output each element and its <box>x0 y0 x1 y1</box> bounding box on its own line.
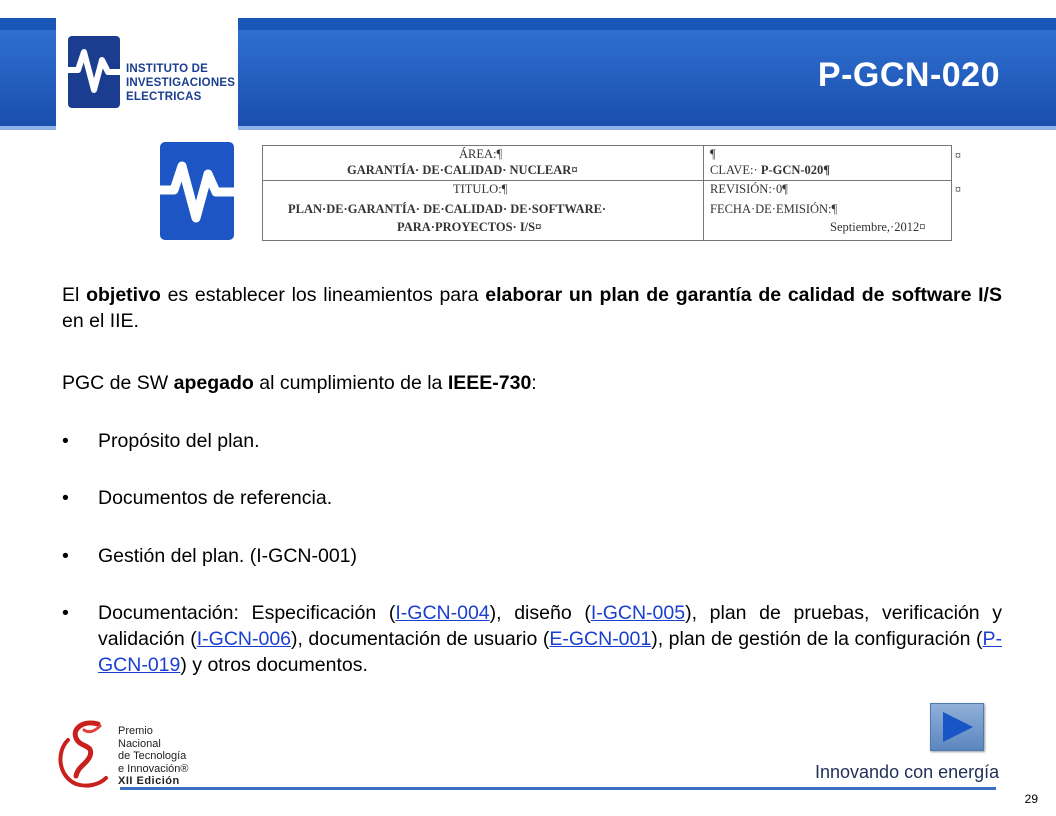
list-item-text: Gestión del plan. (I-GCN-001) <box>98 545 358 567</box>
text-run: ), plan de pruebas, verificación y validación ( <box>98 602 1002 650</box>
list-item-text: Propósito del plan. <box>98 430 260 452</box>
bold-run: objetivo <box>86 284 161 306</box>
area-value: GARANTÍA· DE·CALIDAD· NUCLEAR¤ <box>347 163 578 177</box>
list-item-text <box>98 600 1002 678</box>
titulo-line-1: PLAN·DE·GARANTÍA· DE·CALIDAD· DE·SOFTWARE· <box>288 202 607 216</box>
bullet-marker: • <box>62 602 69 624</box>
premio-line-1: Premio <box>118 725 153 737</box>
premio-flame-icon <box>54 718 116 788</box>
row-end-mark-2: ¤ <box>955 182 961 196</box>
bold-run: apegado <box>173 372 254 394</box>
fecha-value: Septiembre,·2012¤ <box>830 220 926 234</box>
text-run: PGC de SW <box>62 372 174 394</box>
iie-wave-logo-icon <box>68 36 120 108</box>
link-i-gcn-005[interactable]: I-GCN-005 <box>590 602 686 624</box>
clave-value: P-GCN-020¶ <box>760 163 831 177</box>
revision-field: REVISIÓN:·0¶ <box>710 182 788 196</box>
slogan: Innovando con energía <box>815 762 1000 782</box>
premio-line-4: e Innovación® <box>118 762 189 775</box>
link-i-gcn-004[interactable]: I-GCN-004 <box>395 602 490 624</box>
titulo-label: TITULO:¶ <box>453 182 508 196</box>
text-run: ), documentación de usuario ( <box>291 628 550 650</box>
bold-run: elaborar un plan de garantía de calidad de software I/S <box>485 284 1002 306</box>
link-e-gcn-001[interactable]: E-GCN-001 <box>549 628 652 650</box>
doc-table-left-column <box>263 146 704 240</box>
document-header-table <box>262 145 952 241</box>
bullet-marker: • <box>62 487 69 509</box>
clave-field <box>710 163 830 178</box>
premio-line-2: Nacional <box>118 737 161 750</box>
premio-line-3: de Tecnología <box>118 750 187 762</box>
next-arrow-icon <box>931 704 983 750</box>
footer-divider <box>120 787 996 790</box>
org-name-line-1: INSTITUTO DE <box>126 63 209 75</box>
text-run: El <box>62 284 87 306</box>
premio-line-5: XII Edición <box>118 775 180 787</box>
next-slide-button[interactable] <box>930 703 984 751</box>
text-run: ), plan de gestión de la configuración ( <box>651 628 983 650</box>
bullet-marker: • <box>62 430 69 452</box>
text-run: ) y otros documentos. <box>180 654 368 676</box>
premio-label <box>118 725 189 788</box>
text-run: en el IIE. <box>62 310 139 332</box>
org-name <box>126 62 235 104</box>
text-run: al cumplimiento de la <box>253 372 448 394</box>
pilcrow-mark: ¶ <box>710 147 716 161</box>
link-p-gcn-019[interactable]: P-GCN-019 <box>98 628 1002 676</box>
doc-table-right-column <box>704 146 951 240</box>
fecha-label: FECHA·DE·EMISIÓN:¶ <box>710 202 838 216</box>
iie-wave-logo-icon <box>160 142 234 240</box>
bullet-marker: • <box>62 545 69 567</box>
list-item-text: Documentos de referencia. <box>98 487 333 509</box>
link-i-gcn-006[interactable]: I-GCN-006 <box>196 628 292 650</box>
area-label: ÁREA:¶ <box>459 147 503 161</box>
objective-paragraph <box>62 282 1002 334</box>
text-run: ), diseño ( <box>489 602 591 624</box>
org-name-line-3: ELECTRICAS <box>126 91 202 103</box>
bold-run: IEEE-730 <box>447 372 532 394</box>
ieee-paragraph <box>62 370 1002 396</box>
org-name-line-2: INVESTIGACIONES <box>126 77 236 89</box>
doc-table-row-divider <box>263 180 951 181</box>
clave-label: CLAVE:· <box>710 163 761 177</box>
titulo-line-2: PARA·PROYECTOS· I/S¤ <box>397 220 542 234</box>
text-run: Documentación: Especificación ( <box>98 602 396 624</box>
text-run: es establecer los lineamientos para <box>160 284 486 306</box>
text-run: : <box>531 372 537 394</box>
page-title: P-GCN-020 <box>817 56 1000 94</box>
page-number: 29 <box>1024 792 1038 806</box>
row-end-mark-1: ¤ <box>955 148 961 162</box>
